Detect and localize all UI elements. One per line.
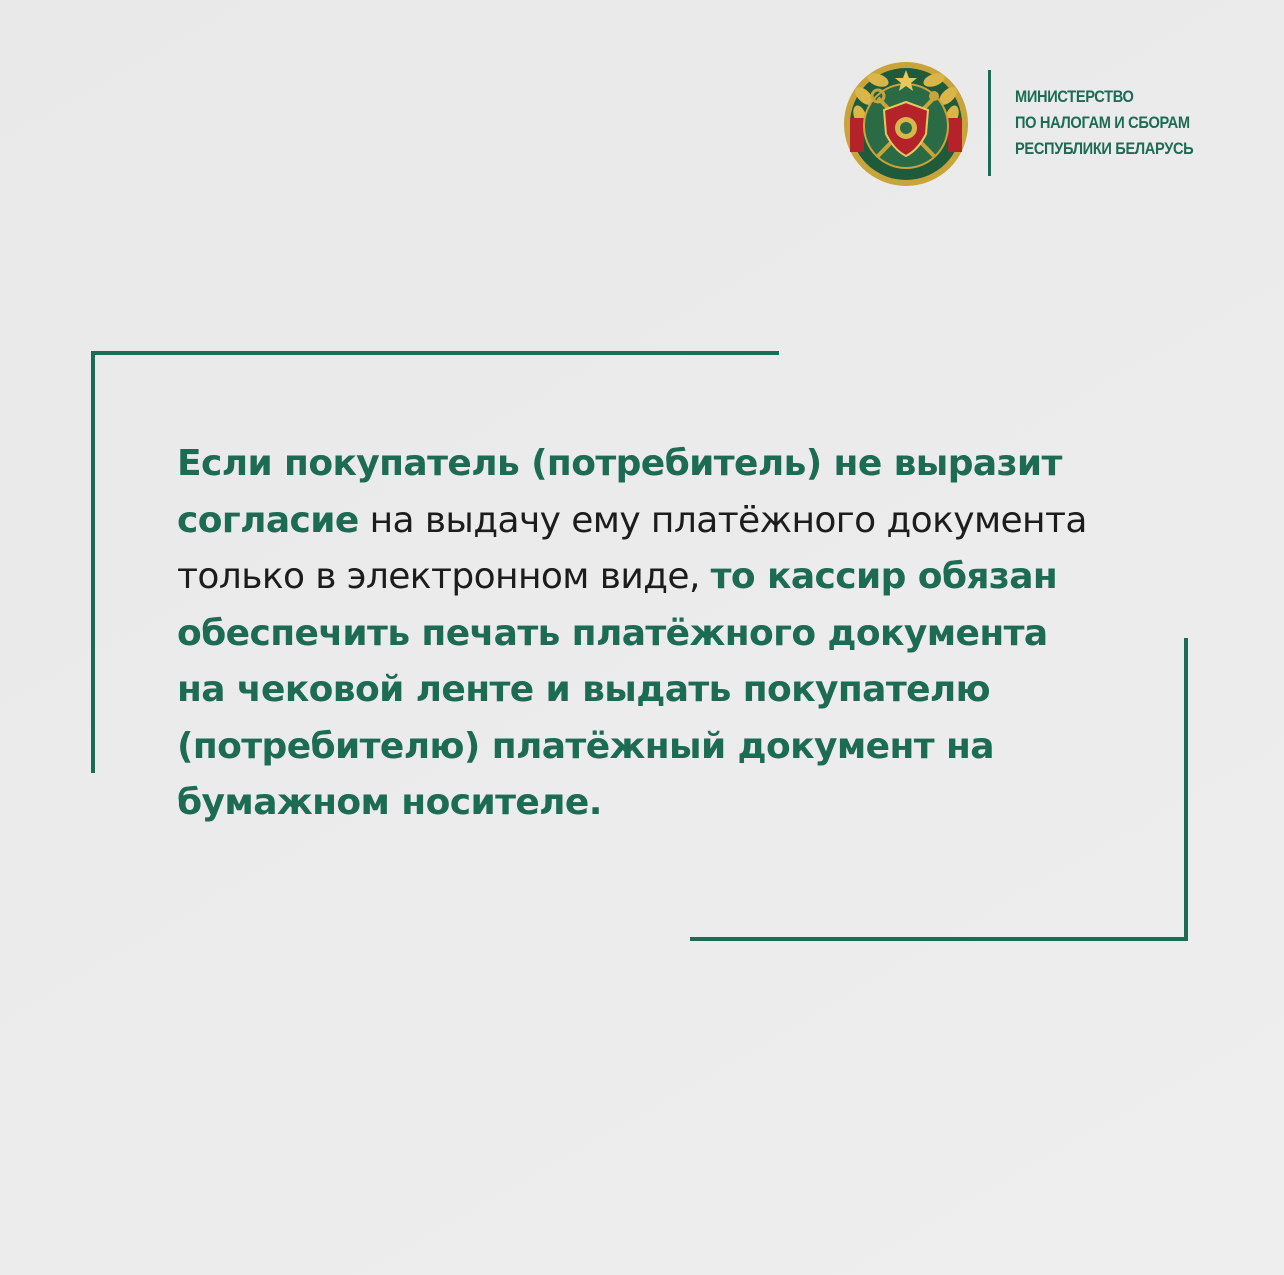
frame-left-line — [91, 351, 95, 773]
frame-right-line — [1184, 638, 1188, 941]
message-highlight-2: то кассир обязан обеспечить печать платёжного документа на чековой ленте и выдать покупателю (потребителю) платёжный документ на бумажном носителе. — [177, 556, 1058, 823]
frame-top-line — [91, 351, 779, 355]
message-highlight-1: Если покупатель (потребитель) не выразит согласие — [177, 443, 1062, 541]
ministry-name — [1015, 84, 1239, 162]
frame-bottom-line — [690, 937, 1188, 941]
header-divider — [988, 70, 991, 176]
ministry-name-line-3: РЕСПУБЛИКИ БЕЛАРУСЬ — [1015, 139, 1194, 158]
ministry-name-line-1: МИНИСТЕРСТВО — [1015, 87, 1134, 106]
ministry-name-line-2: ПО НАЛОГАМ И СБОРАМ — [1015, 113, 1190, 132]
ministry-emblem-icon — [838, 56, 974, 192]
message-plain: на выдачу ему платёжного документа только в электронном виде, — [177, 499, 1087, 597]
main-message — [177, 436, 1097, 832]
